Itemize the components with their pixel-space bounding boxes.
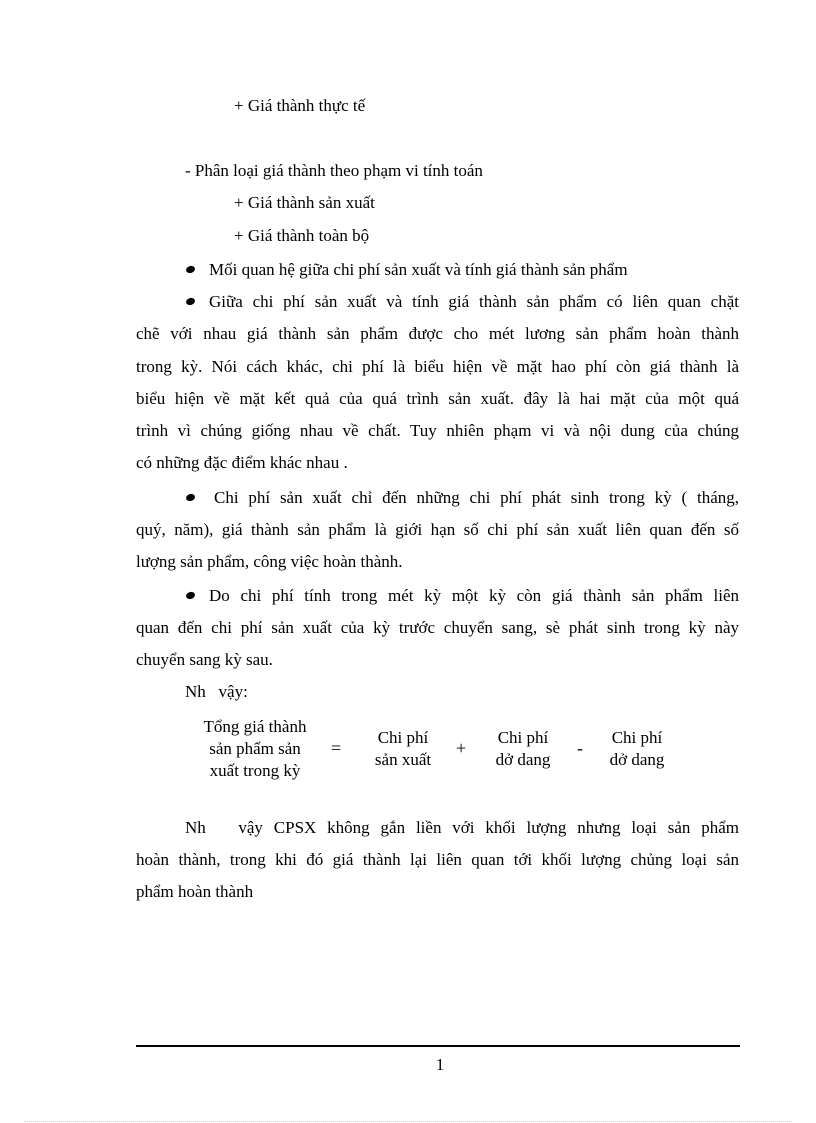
- para1-line2: chẽ với nhau giá thành sản phẩm được cho mét lương sản phẩm hoàn thành: [136, 324, 739, 343]
- line-gia-thanh-san-xuat: + Giá thành sản xuất: [234, 193, 375, 212]
- formula-lhs-line2: sản phẩm sản: [209, 739, 301, 758]
- para3-line1: Do chi phí tính trong mét kỳ một kỳ còn giá thành sản phẩm liên: [209, 586, 739, 605]
- formula-lhs-line3: xuất trong kỳ: [209, 761, 301, 780]
- para3-line3: chuyển sang kỳ sau.: [136, 650, 273, 669]
- para1-line3: trong kỳ. Nói cách khác, chi phí là biểu hiện về mặt hao phí còn giá thành là: [136, 357, 739, 376]
- formula-term1-line1: Chi phí: [377, 728, 429, 747]
- para2-line1: Chi phí sản xuất chỉ đến những chi phí phát sinh trong kỳ ( tháng,: [214, 488, 739, 507]
- formula-equals: =: [331, 738, 342, 758]
- para1-line6: có những đặc điểm khác nhau .: [136, 453, 348, 472]
- para3-line2: quan đến chi phí sản xuất của kỳ trước chuyển sang, sè phát sinh trong kỳ này: [136, 618, 739, 637]
- page-number: 1: [435, 1055, 445, 1074]
- para4-line2: hoàn thành, trong khi đó giá thành lại liên quan tới khối lượng chủng loại sản: [136, 850, 739, 869]
- formula-plus: +: [456, 738, 467, 758]
- para2-line2: quý, năm), giá thành sản phẩm là giới hạn số chi phí sản xuất liên quan đến số: [136, 520, 739, 539]
- formula-term-chi-phi-san-xuat: [362, 727, 444, 771]
- formula-lhs: [185, 716, 325, 782]
- line-phan-loai-pham-vi: - Phân loại giá thành theo phạm vi tính toán: [185, 161, 483, 180]
- heading-moi-quan-he: Mối quan hệ giữa chi phí sản xuất và tính giá thành sản phẩm: [209, 260, 628, 279]
- bullet-icon: [185, 591, 196, 601]
- formula-lhs-line1: Tổng giá thành: [203, 717, 307, 736]
- formula-term3-line1: Chi phí: [611, 728, 663, 747]
- footer-rule: [136, 1045, 740, 1047]
- formula-term1-line2: sản xuất: [374, 750, 432, 769]
- para4-line3: phẩm hoàn thành: [136, 882, 254, 901]
- para1-line4: biểu hiện về mặt kết quả của quá trình sản xuất. đây là hai mặt của một quá: [136, 389, 739, 408]
- formula-term3-line2: dở dang: [609, 750, 665, 769]
- formula-term2-line1: Chi phí: [497, 728, 549, 747]
- para1-line5: trình vì chúng giống nhau về chất. Tuy nhiên phạm vi và nội dung của chúng: [136, 421, 739, 440]
- para2-line3: lượng sản phẩm, công việc hoàn thành.: [136, 552, 403, 571]
- para1-line1: Giữa chi phí sản xuất và tính giá thành sản phẩm có liên quan chặt: [209, 292, 739, 311]
- bullet-icon: [185, 265, 196, 275]
- formula-term2-line2: dở dang: [495, 750, 551, 769]
- formula-minus: -: [577, 738, 583, 758]
- bullet-icon: [185, 297, 196, 307]
- nhu-vay-label: Nh vậy:: [185, 682, 248, 701]
- formula-term-chi-phi-do-dang-2: [596, 727, 678, 771]
- line-gia-thanh-thuc-te: + Giá thành thực tế: [234, 96, 366, 115]
- bullet-icon: [185, 493, 196, 503]
- formula-term-chi-phi-do-dang-1: [482, 727, 564, 771]
- para4-line1: Nh vậy CPSX không gắn liền với khối lượng nhưng loại sản phẩm: [185, 818, 739, 837]
- line-gia-thanh-toan-bo: + Giá thành toàn bộ: [234, 226, 370, 245]
